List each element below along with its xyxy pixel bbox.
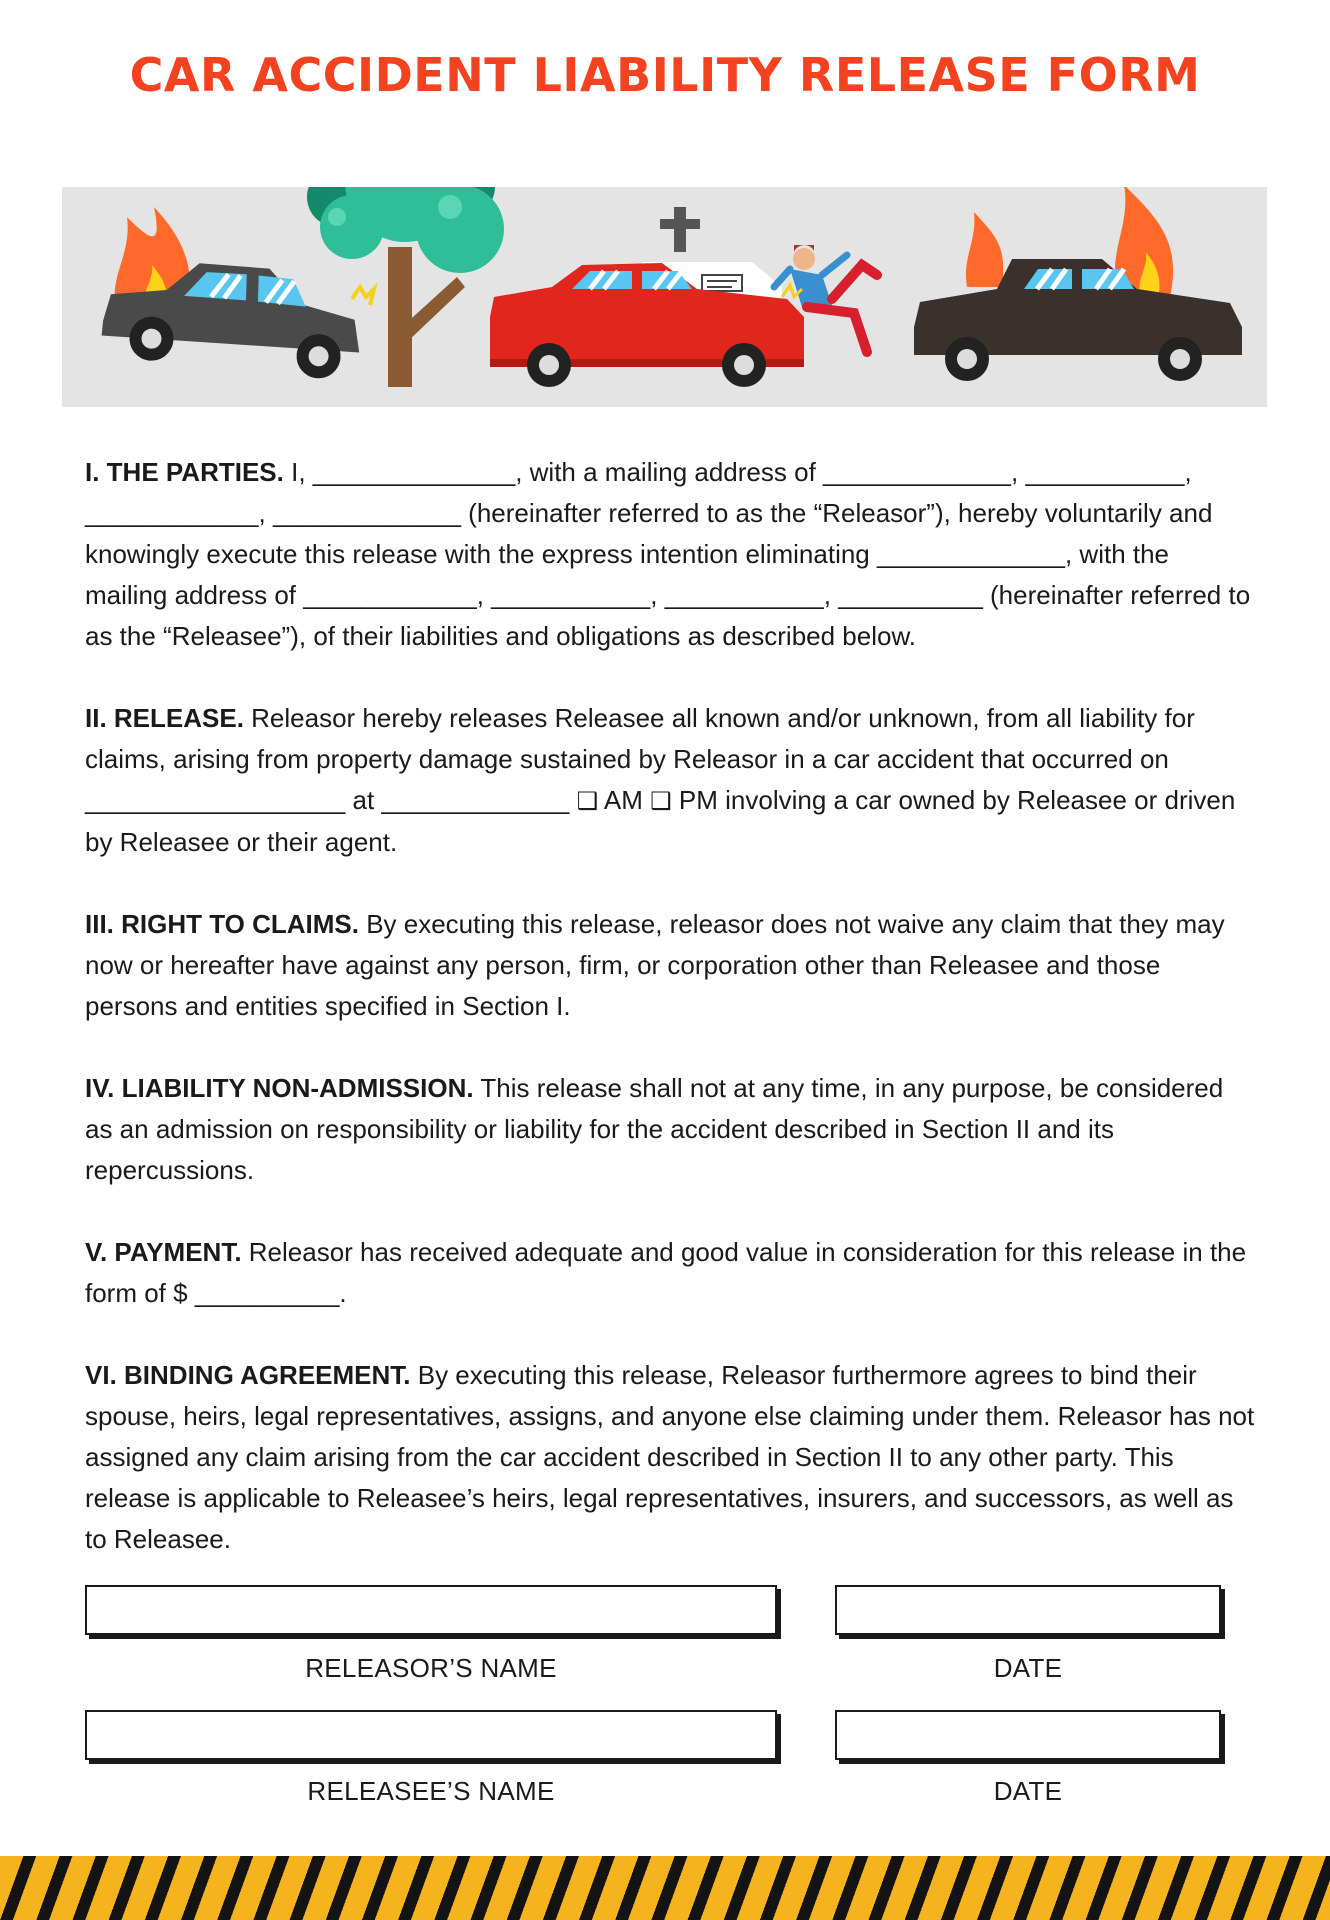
section-text: Releasor has received adequate and good value in consideration for this release in the form of $ __________. <box>85 1237 1247 1308</box>
section-liability-non-admission <box>85 1068 1255 1191</box>
section-payment <box>85 1232 1255 1314</box>
section-heading: VI. BINDING AGREEMENT. <box>85 1360 411 1390</box>
section-heading: II. RELEASE. <box>85 703 244 733</box>
release-terms <box>85 452 1255 1601</box>
accident-illustration <box>62 187 1267 407</box>
section-release <box>85 698 1255 863</box>
section-parties <box>85 452 1255 657</box>
section-heading: I. THE PARTIES. <box>85 457 284 487</box>
section-text: I, ______________, with a mailing address of _____________, ___________, ____________, _____________ (hereinafter referred to as the “Releasor”), hereby voluntarily and knowingly execute this release with the express intention eliminating _____________, with the mailing address of ____________, ___________, ___________, __________ (hereinafter referred to as the “Releasee”), of their liabilities and obligations as described below. <box>85 457 1251 651</box>
am-label: AM <box>598 785 651 815</box>
section-heading: III. RIGHT TO CLAIMS. <box>85 909 359 939</box>
section-text: By executing this release, Releasor furthermore agrees to bind their spouse, heirs, legal representatives, assigns, and anyone else claiming under them. Releasor has not assigned any claim arising from the car accident described in Section II to any other party. This release is applicable to Releasee’s heirs, legal representatives, insurers, and successors, as well as to Releasee. <box>85 1360 1255 1554</box>
am-checkbox[interactable]: ❑ <box>576 787 599 815</box>
releasee-name-label: RELEASEE’S NAME <box>307 1776 555 1806</box>
hazard-stripe-footer <box>0 1856 1330 1920</box>
releasor-date-field[interactable] <box>835 1585 1221 1635</box>
section-heading: IV. LIABILITY NON-ADMISSION. <box>85 1073 474 1103</box>
section-binding-agreement <box>85 1355 1255 1560</box>
releasee-name-field[interactable] <box>85 1710 777 1760</box>
section-text: This release shall not at any time, in any purpose, be considered as an admission on responsibility or liability for the accident described in Section II and its repercussions. <box>85 1073 1224 1185</box>
section-text: By executing this release, releasor does not waive any claim that they may now or hereafter have against any person, firm, or corporation other than Releasee and those persons and entities specified in Section I. <box>85 909 1225 1021</box>
pm-label: PM involving a car owned by Releasee or driven by Releasee or their agent. <box>85 785 1236 857</box>
releasor-date-label: DATE <box>993 1653 1063 1683</box>
releasee-date-label: DATE <box>993 1776 1063 1806</box>
section-heading: V. PAYMENT. <box>85 1237 242 1267</box>
section-right-to-claims <box>85 904 1255 1027</box>
releasee-date-field[interactable] <box>835 1710 1221 1760</box>
releasor-name-label: RELEASOR’S NAME <box>305 1653 557 1683</box>
pm-checkbox[interactable]: ❑ <box>650 787 672 815</box>
releasor-name-field[interactable] <box>85 1585 777 1635</box>
section-text: Releasor hereby releases Releasee all known and/or unknown, from all liability for claims, arising from property damage sustained by Releasor in a car accident that occurred on __________________ at _____________ <box>85 703 1195 815</box>
page-title: CAR ACCIDENT LIABILITY RELEASE FORM <box>129 48 1201 102</box>
